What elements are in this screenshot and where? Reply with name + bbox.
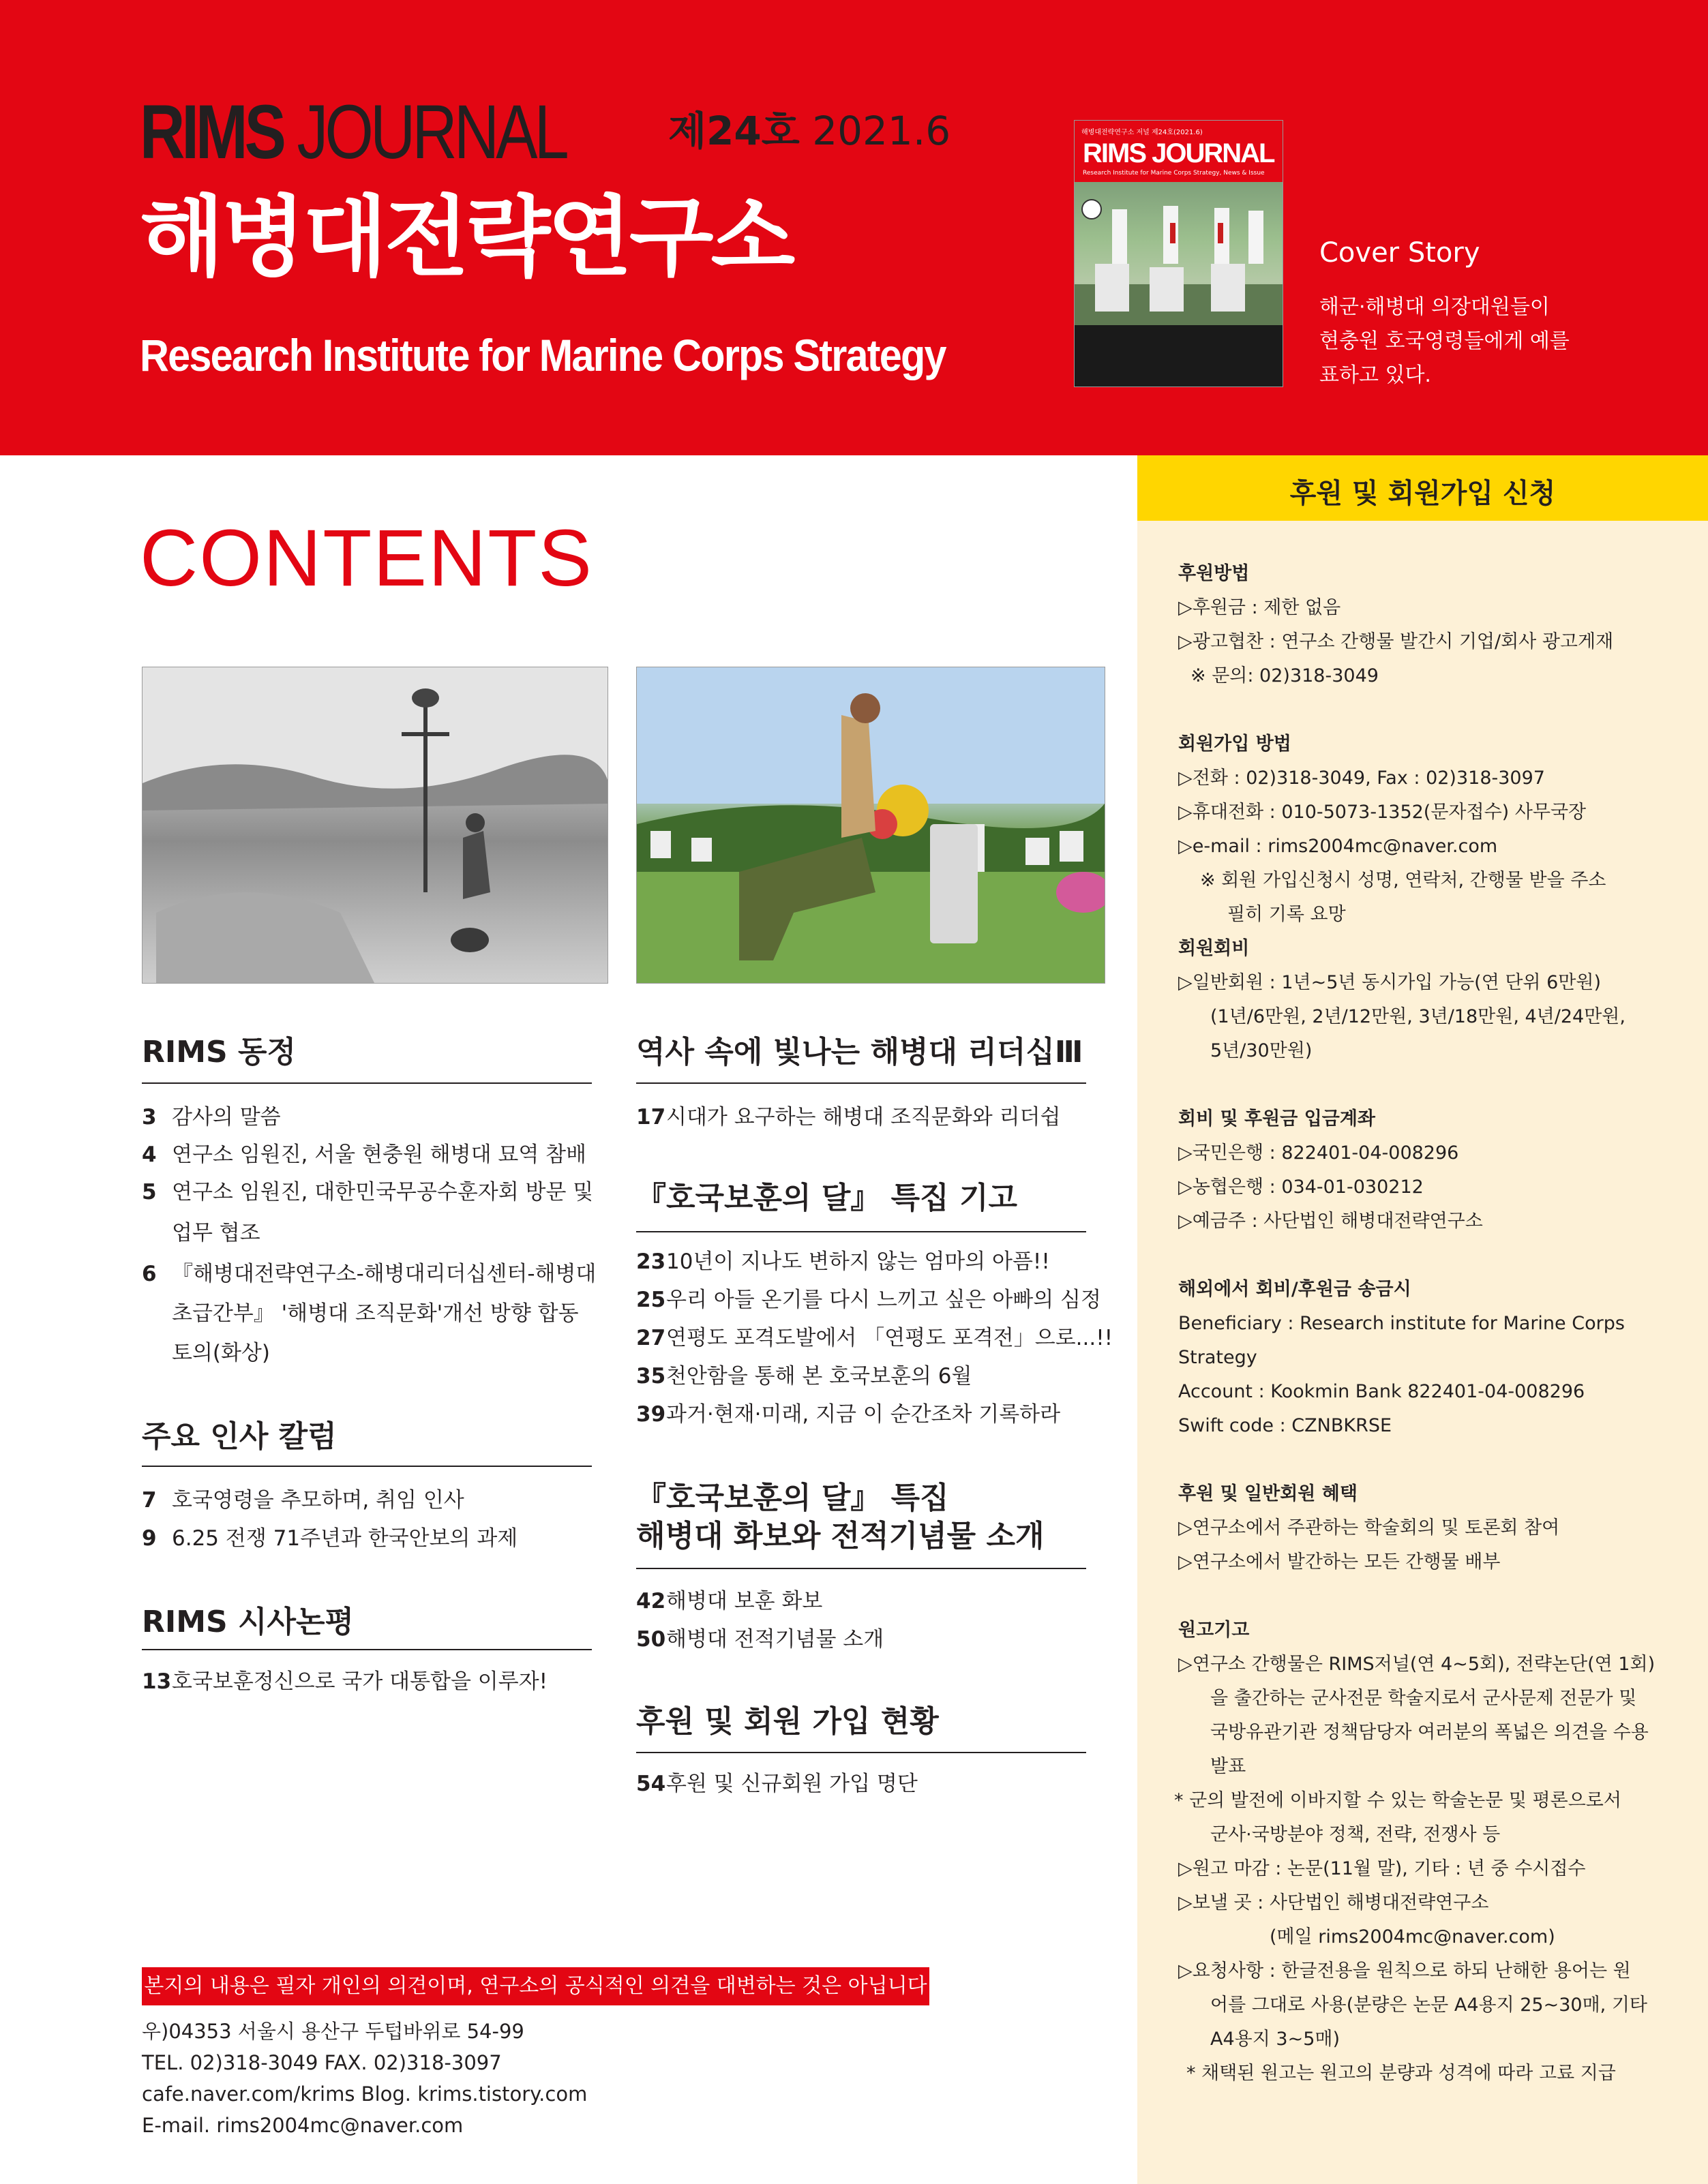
sidebar-line: Strategy <box>1178 1347 1257 1368</box>
sidebar-line: ▷광고협찬 : 연구소 간행물 발간시 기업/회사 광고게재 <box>1178 631 1614 652</box>
sidebar-line: Swift code : CZNBKRSE <box>1178 1415 1392 1436</box>
support-method-heading: 후원방법 <box>1178 563 1250 584</box>
journal-title: RIMS JOURNAL <box>140 89 566 175</box>
membership-fee-heading: 회원회비 <box>1178 938 1250 959</box>
sidebar-line: ▷연구소에서 발간하는 모든 간행물 배부 <box>1178 1551 1501 1573</box>
sidebar-note: * 채택된 원고는 원고의 분량과 성격에 따라 고료 지급 <box>1186 2063 1616 2084</box>
cover-mini-text: 해병대전략연구소 저널 제24호(2021.6) <box>1081 129 1203 136</box>
cover-bottom-band <box>1075 325 1283 386</box>
contents-title: CONTENTS <box>140 513 593 603</box>
sidebar-line: A4용지 3~5매) <box>1210 2029 1340 2050</box>
section-divider <box>142 1082 592 1084</box>
toc-entry[interactable]: 35천안함을 통해 본 호국보훈의 6월 <box>636 1364 972 1389</box>
cover-story-title: Cover Story <box>1319 237 1480 269</box>
cover-title: RIMS JOURNAL <box>1083 138 1274 168</box>
section-divider <box>636 1568 1086 1569</box>
sidebar-line: ▷연구소 간행물은 RIMS저널(연 4~5회), 전략논단(연 1회) <box>1178 1654 1655 1675</box>
toc-entry[interactable]: 3 감사의 말씀 <box>142 1105 281 1129</box>
toc-entry[interactable]: 13호국보훈정신으로 국가 대통합을 이루자! <box>142 1669 548 1694</box>
sidebar-line: 5년/30만원) <box>1210 1040 1313 1061</box>
overseas-remittance-heading: 해외에서 회비/후원금 송금시 <box>1178 1279 1411 1300</box>
section-title-review: RIMS 시사논평 <box>142 1605 355 1639</box>
sidebar-note: ※ 회원 가입신청시 성명, 연락처, 간행물 받을 주소 <box>1200 870 1606 891</box>
sidebar-line: ▷전화 : 02)318-3049, Fax : 02)318-3097 <box>1178 768 1545 789</box>
sidebar-line: ▷농협은행 : 034-01-030212 <box>1178 1177 1424 1198</box>
toc-entry[interactable]: 5 연구소 임원진, 대한민국무공수훈자회 방문 및 <box>142 1180 594 1204</box>
institute-name-english: Research Institute for Marine Corps Strategy <box>140 330 946 380</box>
honor-guard-illustration <box>1075 182 1283 325</box>
benefits-heading: 후원 및 일반회원 혜택 <box>1178 1483 1358 1504</box>
sidebar-line: 발표 <box>1210 1756 1246 1777</box>
section-title-leadership: 역사 속에 빛나는 해병대 리더십Ⅲ <box>636 1035 1083 1070</box>
sidebar-line: ▷보낼 곳 : 사단법인 해병대전략연구소 <box>1178 1892 1489 1913</box>
toc-entry[interactable]: 7 호국영령을 추모하며, 취임 인사 <box>142 1488 464 1513</box>
issue-date: 2021.6 <box>812 108 951 154</box>
sidebar-note: ※ 문의: 02)318-3049 <box>1190 665 1379 686</box>
sidebar-line: 국방유관기관 정책담당자 여러분의 폭넓은 의견을 수용 <box>1210 1722 1649 1743</box>
section-title-special: 『호국보훈의 달』 특집 기고 <box>636 1181 1017 1215</box>
sidebar-note: 필히 기록 요망 <box>1227 904 1346 925</box>
sidebar-note: 군사·국방분야 정책, 전략, 전쟁사 등 <box>1210 1824 1501 1845</box>
sidebar-line: (1년/6만원, 2년/12만원, 3년/18만원, 4년/24만원, <box>1210 1006 1625 1027</box>
website-links[interactable]: cafe.naver.com/krims Blog. krims.tistory.com <box>142 2082 588 2106</box>
sidebar-line: ▷원고 마감 : 논문(11월 말), 기타 : 년 중 수시접수 <box>1178 1858 1586 1879</box>
disclaimer-banner: 본지의 내용은 필자 개인의 의견이며, 연구소의 공식적인 의견을 대변하는 것은 아닙니다 <box>142 1967 929 2005</box>
sidebar-line: ▷요청사항 : 한글전용을 원칙으로 하되 난해한 용어는 원 <box>1178 1960 1631 1982</box>
toc-entry[interactable]: 39과거·현재·미래, 지금 이 순간조차 기록하라 <box>636 1402 1061 1427</box>
toc-entry[interactable]: 54후원 및 신규회원 가입 명단 <box>636 1772 918 1796</box>
cover-story-line: 현충원 호국영령들에게 예를 <box>1319 329 1570 353</box>
toc-entry[interactable]: 6 『해병대전략연구소-해병대리더십센터-해병대 <box>142 1262 597 1286</box>
toc-entry[interactable]: 2310년이 지나도 변하지 않는 엄마의 아픔!! <box>636 1249 1050 1274</box>
sidebar-note: * 군의 발전에 이바지할 수 있는 학술논문 및 평론으로서 <box>1174 1790 1621 1811</box>
section-divider <box>142 1466 592 1467</box>
sidebar-line: 어를 그대로 사용(분량은 논문 A4용지 25~30매, 기타 <box>1210 1995 1647 2016</box>
sidebar-line: 을 출간하는 군사전문 학술지로서 군사문제 전문가 및 <box>1210 1688 1637 1709</box>
toc-entry-continuation: 초급간부』 '해병대 조직문화'개선 방향 합동 <box>172 1301 579 1326</box>
section-divider <box>142 1649 592 1650</box>
toc-entry-continuation: 업무 협조 <box>172 1221 260 1245</box>
sidebar-line: ▷휴대전화 : 010-5073-1352(문자접수) 사무국장 <box>1178 802 1587 823</box>
section-divider <box>636 1082 1086 1084</box>
memorial-photo-bw <box>142 667 608 984</box>
contribution-heading: 원고기고 <box>1178 1620 1250 1641</box>
toc-entry-continuation: 토의(화상) <box>172 1341 270 1365</box>
issue-number: 제24호 2021.6 <box>668 108 951 154</box>
postal-address: 우)04353 서울시 용산구 두텁바위로 54-99 <box>142 2020 524 2043</box>
cover-story-line: 해군·해병대 의장대원들이 <box>1319 295 1550 319</box>
sidebar-line: ▷연구소에서 주관하는 학술회의 및 토론회 참여 <box>1178 1517 1560 1538</box>
sidebar-line: ▷예금주 : 사단법인 해병대전략연구소 <box>1178 1211 1483 1232</box>
contact-email[interactable]: E-mail. rims2004mc@naver.com <box>142 2114 464 2137</box>
bank-account-heading: 회비 및 후원금 입금계좌 <box>1178 1108 1376 1129</box>
cover-photo <box>1075 182 1283 325</box>
toc-entry[interactable]: 25우리 아들 온기를 다시 느끼고 싶은 아빠의 심정 <box>636 1288 1101 1312</box>
toc-entry[interactable]: 4 연구소 임원진, 서울 현충원 해병대 묘역 참배 <box>142 1142 587 1167</box>
sidebar-title: 후원 및 회원가입 신청 <box>1289 478 1556 509</box>
cover-thumbnail <box>1074 120 1283 387</box>
sidebar-header <box>1137 455 1708 521</box>
sidebar-line: ▷국민은행 : 822401-04-008296 <box>1178 1142 1459 1164</box>
section-title-members: 후원 및 회원 가입 현황 <box>636 1704 939 1739</box>
toc-entry[interactable]: 50해병대 전적기념물 소개 <box>636 1627 884 1652</box>
sidebar-email-line: (메일 rims2004mc@naver.com) <box>1270 1926 1555 1947</box>
toc-entry[interactable]: 9 6.25 전쟁 71주년과 한국안보의 과제 <box>142 1526 518 1551</box>
phone-fax: TEL. 02)318-3049 FAX. 02)318-3097 <box>142 2051 502 2074</box>
cover-subtitle: Research Institute for Marine Corps Strategy, News & Issue <box>1083 170 1265 177</box>
marine-kneeling-illustration <box>637 667 1105 983</box>
section-title-column: 주요 인사 칼럼 <box>142 1419 337 1454</box>
sidebar-line: Beneficiary : Research institute for Marine Corps <box>1178 1313 1625 1334</box>
toc-entry[interactable]: 27연평도 포격도발에서 「연평도 포격전」으로...!! <box>636 1326 1113 1350</box>
sidebar-email-line: ▷e-mail : rims2004mc@naver.com <box>1178 836 1498 857</box>
marine-at-cemetery-photo <box>636 667 1105 984</box>
toc-entry[interactable]: 42해병대 보훈 화보 <box>636 1589 823 1613</box>
sidebar-line: ▷후원금 : 제한 없음 <box>1178 597 1341 618</box>
section-title-gallery-line2: 해병대 화보와 전적기념물 소개 <box>636 1519 1045 1553</box>
sidebar-line: ▷일반회원 : 1년~5년 동시가입 가능(연 단위 6만원) <box>1178 972 1601 993</box>
cover-story-line: 표하고 있다. <box>1319 363 1431 387</box>
toc-entry[interactable]: 17시대가 요구하는 해병대 조직문화와 리더쉽 <box>636 1105 1061 1129</box>
section-title-rims-news: RIMS 동정 <box>142 1035 297 1070</box>
institute-name-korean: 해병대전략연구소 <box>140 187 793 288</box>
membership-method-heading: 회원가입 방법 <box>1178 733 1291 755</box>
section-title-gallery: 『호국보훈의 달』 특집 <box>636 1481 949 1515</box>
sidebar-line: Account : Kookmin Bank 822401-04-008296 <box>1178 1381 1585 1402</box>
section-divider <box>636 1752 1086 1753</box>
soldier-at-grave-illustration <box>143 667 608 983</box>
section-divider <box>636 1231 1086 1232</box>
